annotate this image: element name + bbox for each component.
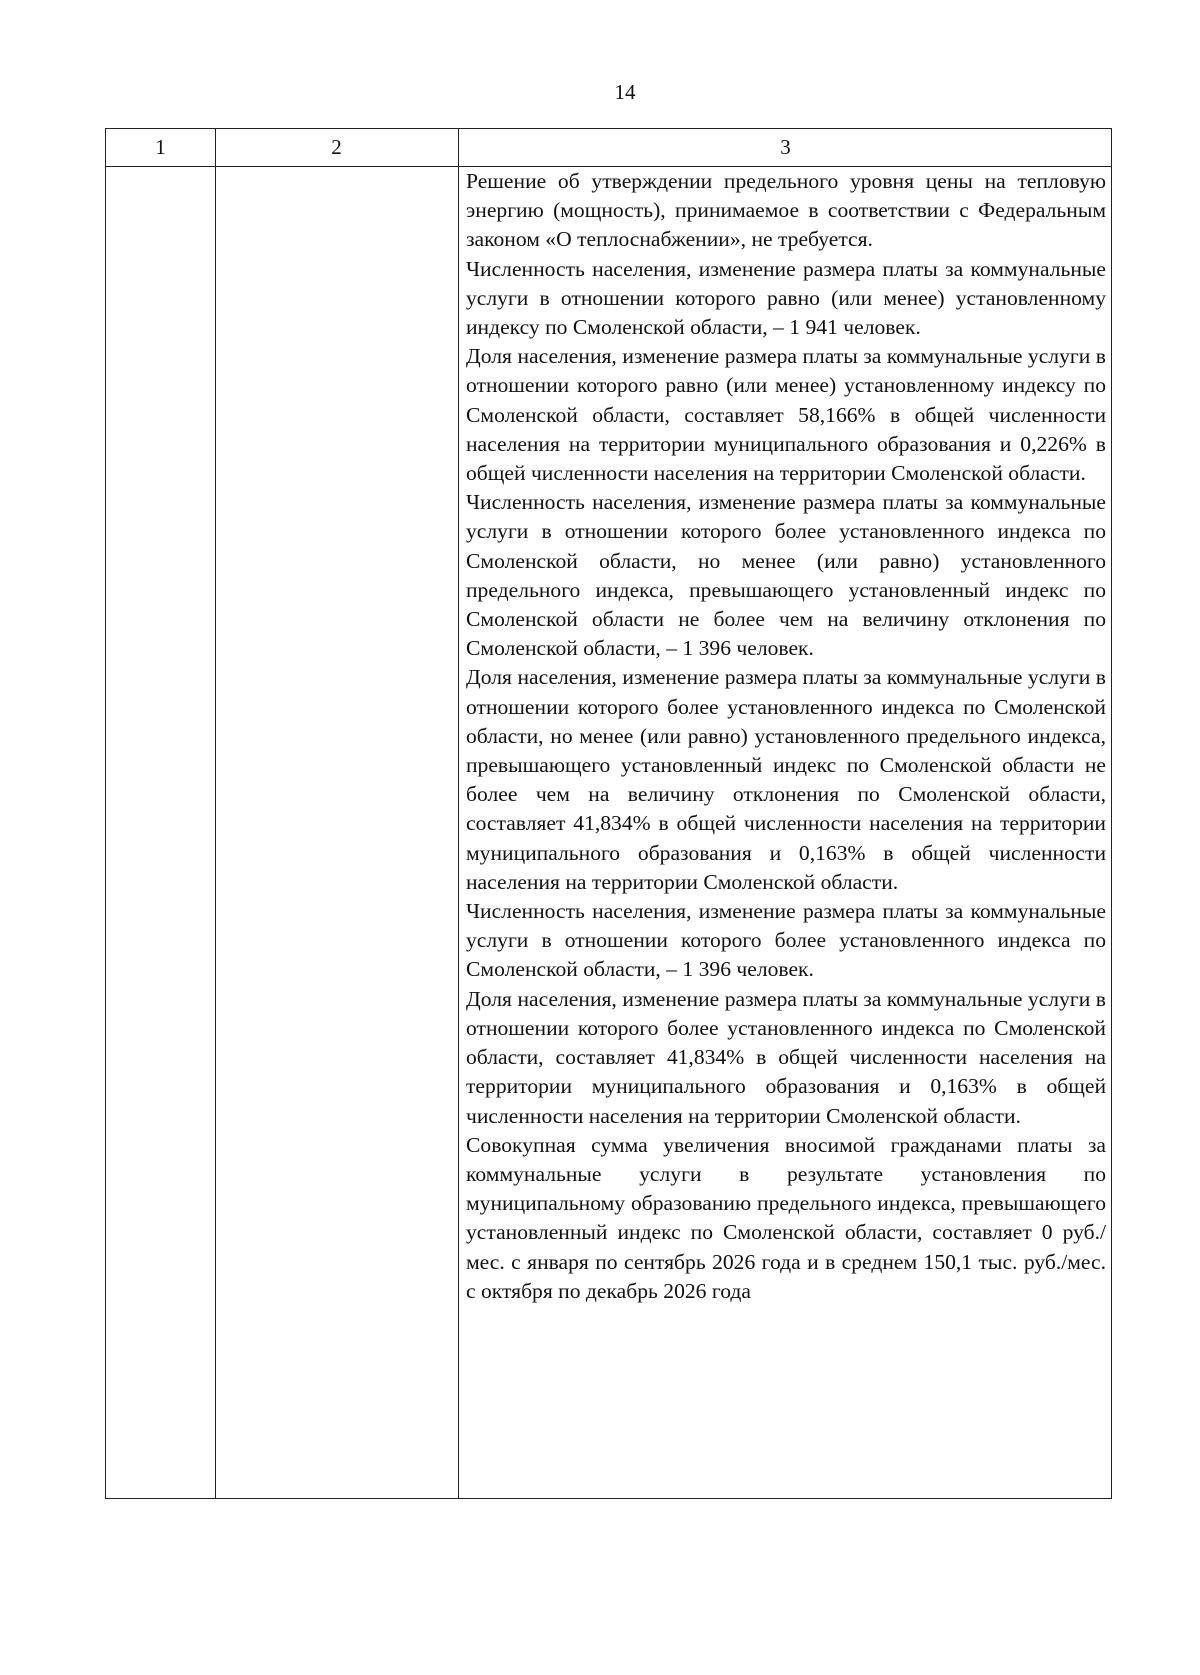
paragraph-total-payment-increase: Совокупная сумма увеличения вносимой гражданами платы за коммунальные услуги в результате установления по муниципальному образованию предельного индекса, превышающего установленный индекс по Смоленской области, составляет 0 руб./мес. с января по сентябрь 2026 года и в среднем 150,1 тыс. руб./мес. с октября по декабрь 2026 года — [466, 1132, 1106, 1303]
column-divider-1 — [215, 129, 216, 1498]
paragraph-population-equal-index: Численность населения, изменение размера платы за коммунальные услуги в отношении которого равно (или менее) установленному индексу по Смоленской области, – 1 941 человек. — [466, 256, 1106, 340]
column-header-2: 2 — [331, 135, 342, 159]
page-number: 14 — [614, 80, 636, 104]
table-header-row — [106, 129, 1111, 167]
paragraph-share-above-index: Доля населения, изменение размера платы за коммунальные услуги в отношении которого более установленного индекса по Смоленской области, составляет 41,834% в общей численности населения на территории муниципального образования и 0,163% в общей численности населения на территории Смоленской области. — [466, 986, 1106, 1128]
column-divider-2 — [458, 129, 459, 1498]
paragraph-share-equal-index: Доля населения, изменение размера платы за коммунальные услуги в отношении которого равно (или менее) установленному индексу по Смоленской области, составляет 58,166% в общей численности населения на территории муниципального образования и 0,226% в общей численности населения на территории Смоленской области. — [466, 344, 1106, 486]
paragraph-population-above-index-within-deviation: Численность населения, изменение размера платы за коммунальные услуги в отношении которого более установленного индекса по Смоленской области, но менее (или равно) установленного предельного индекса, превышающего установленный индекс по Смоленской области не более чем на величину отклонения по Смоленской области, – 1 396 человек. — [466, 490, 1106, 661]
paragraph-share-above-index-within-deviation: Доля населения, изменение размера платы за коммунальные услуги в отношении которого более установленного индекса по Смоленской области, но менее (или равно) установленного предельного индекса, превышающего установленный индекс по Смоленской области не более чем на величину отклонения по Смоленской области, составляет 41,834% в общей численности населения на территории муниципального образования и 0,163% в общей численности населения на территории Смоленской области. — [466, 665, 1106, 894]
paragraph-price-decision: Решение об утверждении предельного уровня цены на тепловую энергию (мощность), принимаемое в соответствии с Федеральным законом «О теплоснабжении», не требуется. — [466, 169, 1106, 252]
document-table — [105, 128, 1112, 1499]
column-header-1: 1 — [155, 135, 166, 159]
paragraph-population-above-index: Численность населения, изменение размера платы за коммунальные услуги в отношении которого более установленного индекса по Смоленской области, – 1 396 человек. — [466, 899, 1106, 982]
column-3-content — [466, 167, 1106, 1306]
column-header-3: 3 — [780, 135, 791, 159]
